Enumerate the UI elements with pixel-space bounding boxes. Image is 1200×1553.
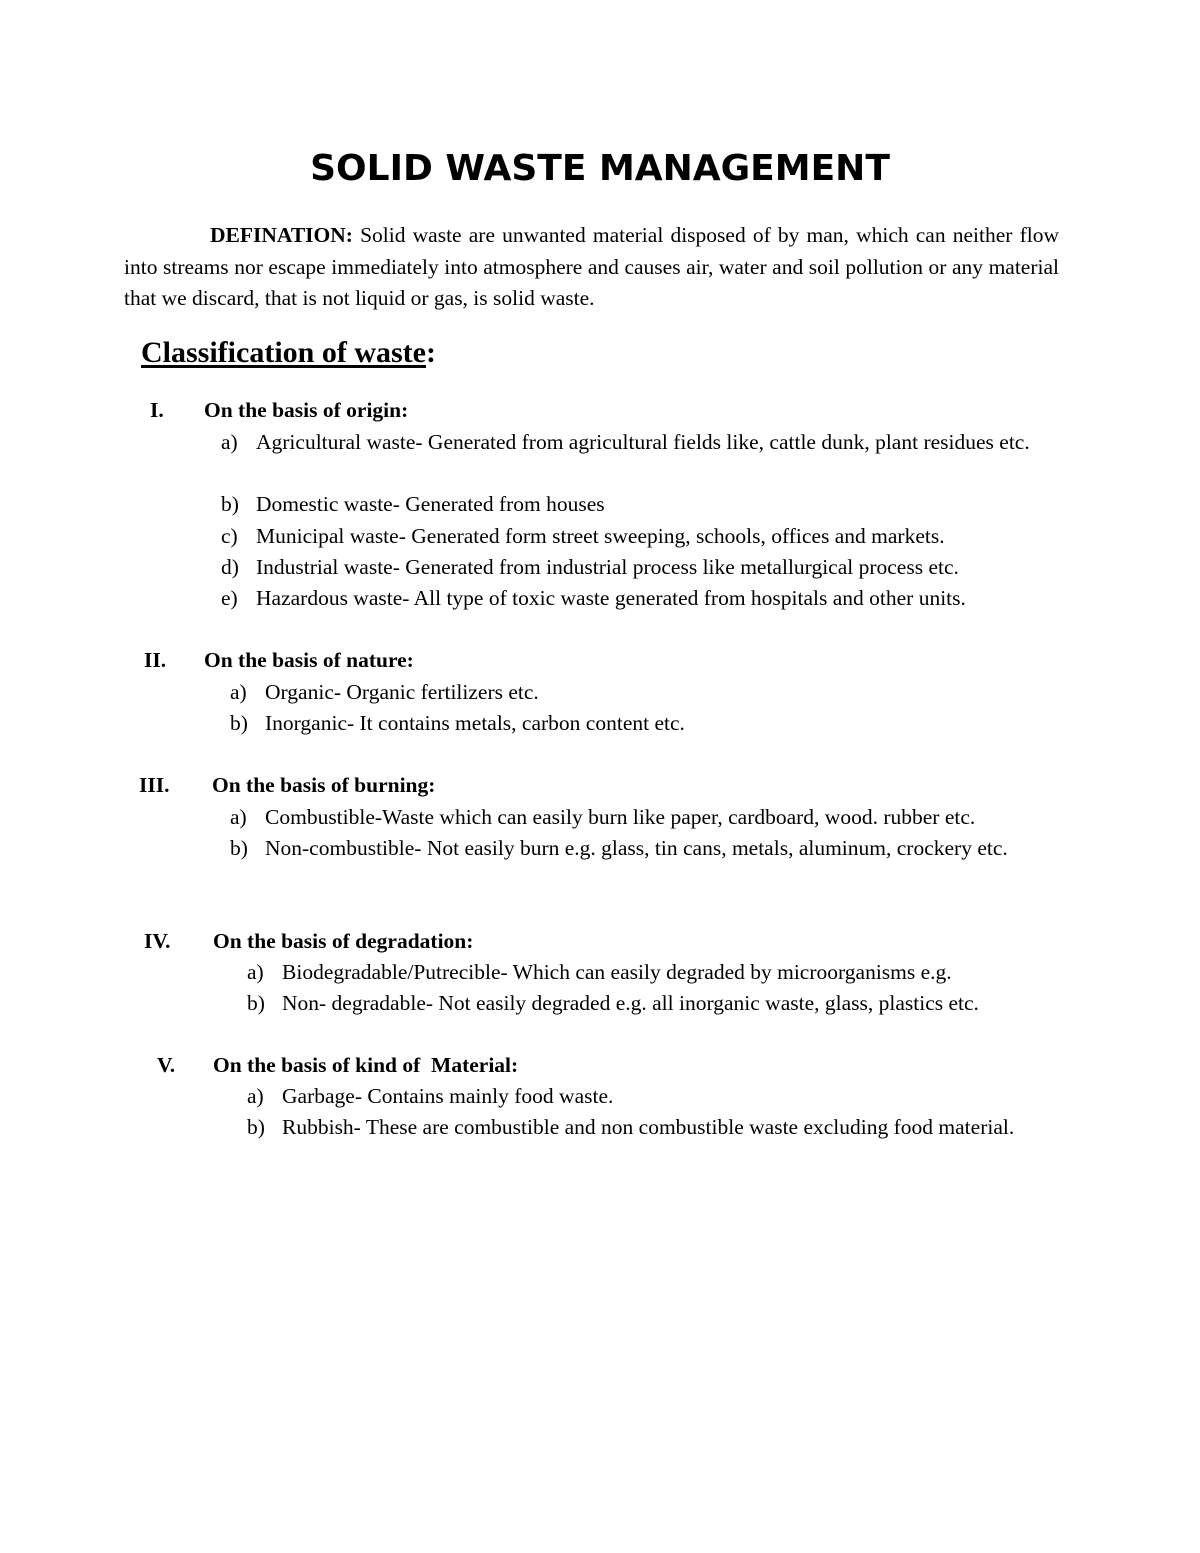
group-title-text: On the basis of kind of Material: — [213, 1053, 519, 1077]
item-text: Organic- Organic fertilizers etc. — [265, 680, 539, 704]
item-letter: a) — [230, 805, 247, 829]
group-title-origin — [150, 395, 408, 426]
item-letter: a) — [247, 1084, 264, 1108]
list-item — [247, 988, 1059, 1020]
group-title-nature — [144, 645, 414, 676]
definition-text: Solid waste are unwanted material disposed of by man, which can neither flow into streams nor escape immediately into atmosphere and causes air, water and soil pollution or any material that we discard, that is not liquid or gas, is solid waste. — [124, 223, 1059, 310]
group-title-material — [157, 1050, 518, 1081]
item-letter: c) — [221, 524, 238, 548]
group-title-text: On the basis of nature: — [204, 648, 414, 672]
item-letter: a) — [230, 680, 247, 704]
list-item — [230, 708, 1059, 740]
item-letter: a) — [221, 430, 238, 454]
item-letter: b) — [247, 1115, 265, 1139]
item-letter: e) — [221, 586, 238, 610]
item-text: Combustible-Waste which can easily burn like paper, cardboard, wood. rubber etc. — [265, 805, 976, 829]
item-text: Rubbish- These are combustible and non combustible waste excluding food material. — [282, 1115, 1015, 1139]
classification-heading — [141, 336, 436, 370]
item-text: Municipal waste- Generated form street sweeping, schools, offices and markets. — [256, 524, 945, 548]
list-item — [247, 1112, 1059, 1144]
group-numeral: II. — [144, 648, 167, 672]
list-item — [247, 1081, 1059, 1113]
list-item — [221, 489, 1059, 521]
list-item — [230, 802, 1059, 834]
group-title-text: On the basis of origin: — [204, 398, 409, 422]
list-item — [221, 552, 1059, 584]
item-letter: b) — [230, 711, 248, 735]
list-item — [230, 833, 1059, 865]
item-text: Non- degradable- Not easily degraded e.g. all inorganic waste, glass, plastics etc. — [282, 991, 979, 1015]
item-text: Garbage- Contains mainly food waste. — [282, 1084, 614, 1108]
group-title-text: On the basis of degradation: — [213, 929, 474, 953]
item-text: Agricultural waste- Generated from agricultural fields like, cattle dunk, plant residues etc. — [256, 430, 1030, 454]
item-text: Non-combustible- Not easily burn e.g. glass, tin cans, metals, aluminum, crockery etc. — [265, 836, 1008, 860]
definition-paragraph — [124, 220, 1059, 315]
classification-heading-colon: : — [425, 336, 436, 369]
list-item — [230, 677, 1059, 709]
item-letter: b) — [230, 836, 248, 860]
item-text: Industrial waste- Generated from industrial process like metallurgical process etc. — [256, 555, 959, 579]
definition-label: DEFINATION: — [210, 223, 353, 247]
item-text: Inorganic- It contains metals, carbon content etc. — [265, 711, 685, 735]
item-letter: d) — [221, 555, 239, 579]
group-numeral: V. — [157, 1053, 176, 1077]
group-title-text: On the basis of burning: — [212, 773, 436, 797]
item-letter: b) — [247, 991, 265, 1015]
list-item — [221, 583, 1059, 615]
item-letter: b) — [221, 492, 239, 516]
list-item — [247, 957, 1059, 989]
group-title-degradation — [144, 926, 473, 957]
group-title-burning — [139, 770, 435, 801]
item-text: Domestic waste- Generated from houses — [256, 492, 605, 516]
item-text: Hazardous waste- All type of toxic waste generated from hospitals and other units. — [256, 586, 966, 610]
item-text: Biodegradable/Putrecible- Which can easily degraded by microorganisms e.g. — [282, 960, 952, 984]
group-numeral: I. — [150, 398, 164, 422]
classification-heading-text: Classification of waste — [141, 336, 426, 369]
list-item — [221, 521, 1059, 553]
group-numeral: IV. — [144, 929, 171, 953]
list-item — [221, 427, 1059, 459]
group-numeral: III. — [139, 773, 170, 797]
item-letter: a) — [247, 960, 264, 984]
document-title: SOLID WASTE MANAGEMENT — [310, 148, 890, 189]
